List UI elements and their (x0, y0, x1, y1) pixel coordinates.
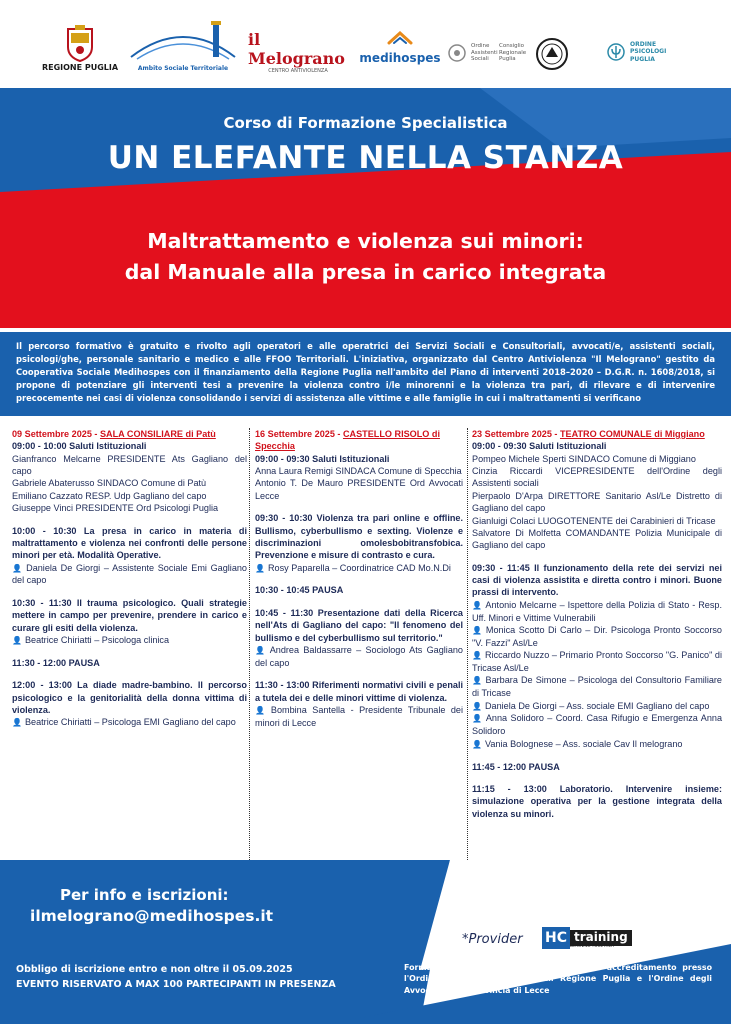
day-1-session-4 (12, 657, 247, 669)
session-title: 09:00 - 09:30 Saluti Istituzionali (255, 453, 390, 464)
session-line: Emiliano Cazzato RESP. Udp Gagliano del capo (12, 490, 207, 501)
column-divider (249, 428, 250, 868)
speaker: 👤 Vania Bolognese – Ass. sociale Cav Il melograno (472, 738, 722, 751)
hc-logo-word: training (570, 930, 632, 946)
speaker: 👤 Beatrice Chiriatti – Psicologa clinica (12, 634, 247, 647)
session-line: Gianfranco Melcarne PRESIDENTE Ats Gagliano del capo (12, 453, 247, 477)
accreditation-text: Formazione accreditata Ecm*, in corso di accreditamento presso l'Ordine degli Assistenti Sociali Regione Puglia e l'Ordine degli Avvocati della Provincia di Lecce (404, 963, 712, 995)
day-1-session-3 (12, 597, 247, 647)
day-2-date: 16 Settembre 2025 - (255, 429, 343, 439)
medihospes-logo (359, 26, 441, 70)
session-title: 10:45 - 11:30 Presentazione dati della Ricerca nell'Ats di Gagliano del capo: "Il fenomeno del bullismo e del cyberbullismo sul territorio." (255, 607, 463, 643)
speaker: 👤 Bombina Santella - Presidente Tribunale dei minori di Lecce (255, 704, 463, 729)
day-3-session-2 (472, 562, 722, 751)
day-3-venue: TEATRO COMUNALE di Miggiano (559, 429, 705, 439)
session-line: Cinzia Riccardi VICEPRESIDENTE dell'Ordine degli Assistenti sociali (472, 466, 722, 489)
speaker: 👤 Monica Scotto Di Carlo – Dir. Psicologa Pronto Soccorso "V. Fazzi" Asl/Le (472, 624, 722, 649)
medihospes-house-icon (387, 31, 413, 51)
speaker: 👤 Riccardo Nuzzo – Primario Pronto Soccorso "G. Panico" di Tricase Asl/Le (472, 649, 722, 674)
day-3-session-1 (472, 440, 722, 551)
melograno-logo (248, 30, 348, 74)
ordine-as-logo (446, 38, 528, 68)
speaker: 👤 Barbara De Simone – Psicologa del Consultorio Familiare di Tricase (472, 674, 722, 699)
provider-label: *Provider (462, 932, 523, 947)
day-2-session-2 (255, 512, 463, 574)
day-2-header (255, 428, 463, 453)
program (0, 428, 731, 868)
ordine-psicologi-logo (596, 36, 686, 68)
ordine-as-icon (447, 43, 467, 63)
day-2-venue: CASTELLO RISOLO di Specchia (255, 429, 440, 452)
subtitle (0, 226, 731, 288)
hc-logo-tagline: LEARNING TOGETHER (570, 943, 614, 948)
ambito-sociale-logo (128, 14, 238, 74)
day-3-date: 23 Settembre 2025 - (472, 429, 560, 439)
session-title: 11:30 - 13:00 Riferimenti normativi civili e penali a tutela dei e delle minori vittime di violenza. (255, 680, 463, 703)
speaker: 👤 Daniela De Giorgi – Assistente Sociale Emi Gagliano del capo (12, 562, 247, 587)
session-title: 09:30 - 11:45 Il funzionamento della rete dei servizi nei casi di violenza assistita e diretta contro i minori. Buone prassi di intervento. (472, 562, 722, 598)
session-line: Anna Laura Remigi SINDACA Comune di Specchia (255, 466, 462, 477)
speaker: 👤 Anna Solidoro – Coord. Casa Rifugio e Emergenza Anna Solidoro (472, 712, 722, 737)
day-3-session-3 (472, 761, 722, 773)
speaker: 👤 Daniela De Giorgi – Ass. sociale EMI Gagliano del capo (472, 700, 722, 713)
ordine-as-label: Ordine Assistenti Sociali (471, 43, 498, 63)
day-2-session-4 (255, 607, 463, 669)
day-2-session-1 (255, 453, 463, 502)
page-title: UN ELEFANTE NELLA STANZA (107, 140, 624, 176)
ambito-label: Ambito Sociale Territoriale (137, 64, 229, 72)
session-line: Gabriele Abaterusso SINDACO Comune di Patù (12, 478, 207, 489)
session-title: 09:00 - 10:00 Saluti Istituzionali (12, 441, 147, 452)
ordine-avvocati-seal-icon (535, 37, 569, 71)
day-1-header (12, 428, 247, 440)
session-title: 10:30 - 11:30 Il trauma psicologico. Quali strategie mettere in campo per prevenire, prendere in carico e curare gli esiti della violenza. (12, 597, 247, 633)
info-title: Per info e iscrizioni: (60, 886, 229, 904)
ordine-avvocati-logo (532, 34, 572, 74)
day-2-session-5 (255, 679, 463, 729)
session-title: 11:30 - 12:00 PAUSA (12, 657, 100, 668)
speaker: 👤 Beatrice Chiriatti – Psicologa EMI Gagliano del capo (12, 716, 247, 729)
day-1-venue: SALA CONSILIARE di Patù (99, 429, 216, 439)
day-2-session-3 (255, 584, 463, 596)
registration-notice (16, 962, 396, 992)
ordine-psicologi-label: ORDINE PSICOLOGI PUGLIA (630, 41, 667, 63)
course-label: Corso di Formazione Specialistica (223, 114, 508, 132)
deadline-text: Obbligo di iscrizione entro e non oltre il 05.09.2025 (16, 964, 293, 975)
melograno-sub: CENTRO ANTIVIOLENZA (268, 68, 328, 74)
session-line: Pompeo Michele Sperti SINDACO Comune di Miggiano (472, 453, 696, 464)
day-1-date: 09 Settembre 2025 - (12, 429, 100, 439)
info-email-link[interactable]: ilmelograno@medihospes.it (30, 907, 274, 925)
hc-training-logo (542, 926, 632, 950)
logos-bar (0, 0, 731, 88)
session-title: 10:00 - 10:30 La presa in carico in materia di maltrattamento e violenza nei confronti delle persone minori per età. Modalità Operative. (12, 525, 247, 561)
day-1-column (12, 428, 247, 739)
session-title: 10:30 - 10:45 PAUSA (255, 585, 344, 596)
session-line: Gianluigi Colaci LUOGOTENENTE dei Carabinieri di Tricase (472, 515, 716, 526)
session-title: 12:00 - 13:00 La diade madre-bambino. Il percorso psicologico e la genitorialità della donna vittima di violenza. (12, 680, 247, 715)
psi-icon (606, 42, 626, 62)
day-3-column (472, 428, 722, 830)
speaker: 👤 Antonio Melcarne – Ispettore della Polizia di Stato - Resp. Uff. Minori e Vittime Vulnerabili (472, 599, 722, 624)
column-divider (467, 428, 468, 868)
medihospes-label: medihospes (359, 51, 441, 65)
ambito-bridge-icon (129, 17, 237, 65)
melograno-label: il Melograno (248, 30, 345, 68)
day-1-session-1 (12, 440, 247, 514)
subtitle-line-1: Maltrattamento e violenza sui minori: (147, 229, 584, 253)
session-line: Antonio T. De Mauro PRESIDENTE Ord Avvocati Lecce (255, 478, 463, 501)
session-title: 09:30 - 10:30 Violenza tra pari online e offline. Bullismo, cyberbullismo e sexting. Violenze e discriminazioni omolesbobitransfobica. Prevenzione e misure di contrasto e cura. (255, 513, 463, 561)
day-1-session-2 (12, 525, 247, 587)
regione-puglia-logo (40, 16, 120, 80)
session-title: 09:00 - 09:30 Saluti Istituzionali (472, 441, 607, 452)
consiglio-label: Consiglio Regionale Puglia (499, 43, 527, 63)
hc-logo-mark: HC (542, 927, 570, 949)
reserved-text: EVENTO RISERVATO A MAX 100 PARTECIPANTI IN PRESENZA (16, 979, 336, 991)
session-title: 11:15 - 13:00 Laboratorio. Intervenire insieme: simulazione operativa per la gestione integrata della violenza su minori. (472, 783, 722, 819)
day-3-header (472, 428, 722, 440)
day-1-session-5 (12, 679, 247, 729)
speaker: 👤 Rosy Paparella – Coordinatrice CAD Mo.N.Di (255, 562, 463, 575)
intro-paragraph: Il percorso formativo è gratuito e rivolto agli operatori e alle operatrici dei Servizi Sociali e Consultoriali, avvocati/e, assistenti sociali, psicologi/ghe, personale sanitario e medico e alle FFOO Territoriali. L'iniziativa, organizzato dal Centro Antiviolenza "Il Melograno" gestito da Cooperativa Sociale Medihospes con il finanziamento della Regione Puglia nell'ambito del Piano di interventi 2018–2020 – D.G.R. n. 1608/2018, si propone di potenziare gli interventi tesi a prevenire la violenza contro i/le minorenni e la violenza tra pari, di rilevare e di intervenire precocemente nei casi di violenza consolidando i servizi di assistenza alle vittime e alle famiglie in cui i maltrattamenti si verificano (0, 332, 731, 416)
speaker: 👤 Andrea Baldassarre – Sociologo Ats Gagliano del capo (255, 644, 463, 669)
day-3-session-4 (472, 783, 722, 820)
regione-crest-icon (65, 25, 95, 63)
day-2-column (255, 428, 463, 739)
regione-label: REGIONE PUGLIA (41, 62, 119, 72)
session-line: Giuseppe Vinci PRESIDENTE Ord Psicologi Puglia (12, 503, 219, 514)
session-line: Pierpaolo D'Arpa DIRETTORE Sanitario Asl/Le Distretto di Gagliano del capo (472, 490, 722, 514)
session-line: Salvatore Di Molfetta COMANDANTE Polizia Municipale di Gagliano del capo (472, 527, 722, 551)
session-title: 11:45 - 12:00 PAUSA (472, 761, 560, 772)
subtitle-line-2: dal Manuale alla presa in carico integrata (124, 259, 607, 284)
